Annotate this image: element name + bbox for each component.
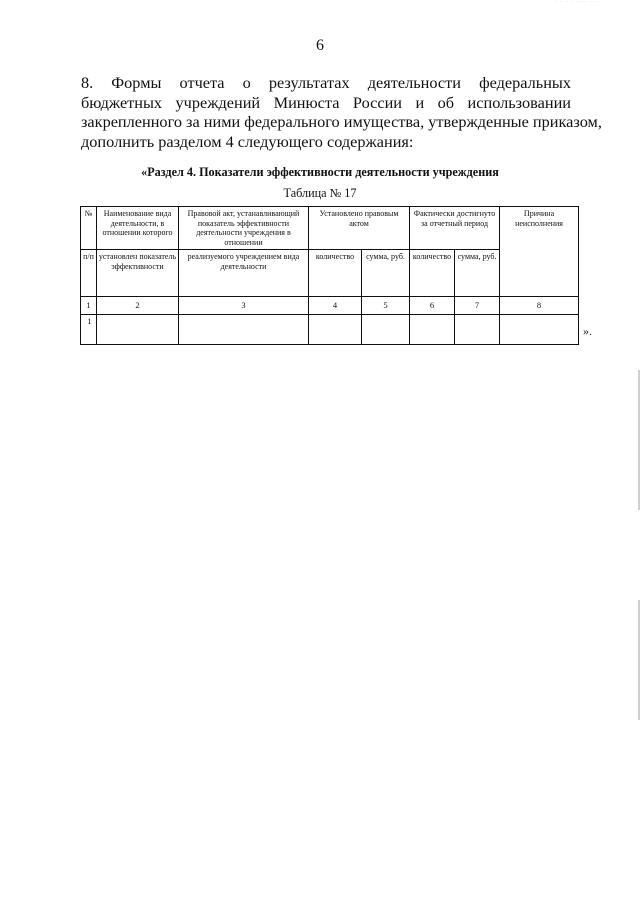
table-cell [500,315,579,345]
table-cell [362,315,410,345]
subheader-quantity-actual [410,250,455,297]
header-text: Фактически достигнуто за отчетный период [413,209,496,228]
column-number: 6 [410,297,455,315]
header-text: количество [315,252,355,261]
column-number: 5 [362,297,410,315]
header-cell-no-cont [81,250,97,297]
table-header-row [81,207,579,250]
table-cell [455,315,500,345]
body-paragraph [81,73,602,151]
header-cell-no [81,207,97,250]
subheader-quantity [309,250,362,297]
header-text: установлен показатель эффективности [98,252,177,271]
header-cell-act [179,207,309,250]
scan-artifact-marks: · · · ·· · ···· ·· · [549,0,600,5]
table-cell [410,315,455,345]
column-number-row [81,297,579,315]
header-text: количество [412,252,452,261]
header-cell-established [309,207,410,250]
header-text: Наименование вида деятельности, в отношении которого [102,209,173,237]
paragraph-line: дополнить разделом 4 следующего содержания: [81,131,414,151]
column-number: 7 [455,297,500,315]
column-number: 8 [500,297,579,315]
paragraph-line: бюджетных учреждений Минюста России и об использовании [81,92,571,112]
header-cell-name [97,207,179,250]
header-text: Правовой акт, устанавливающий показатель эффективности деятельности учреждения в отношении [187,209,300,247]
column-number: 2 [97,297,179,315]
header-cell-act-cont [179,250,309,297]
table-caption: Таблица № 17 [283,186,357,200]
column-number: 1 [81,297,97,315]
table-cell [309,315,362,345]
header-text: № [84,209,93,218]
header-text: Установлено правовым актом [319,209,399,228]
subheader-sum [362,250,410,297]
header-text: Причина неисполнения [515,209,563,228]
closing-quote: ». [583,324,592,338]
header-text: сумма, руб. [457,252,497,261]
page-number: 6 [316,37,324,54]
header-text: реализуемого учреждением вида деятельности [187,252,300,271]
table-row [81,315,579,345]
section-heading: «Раздел 4. Показатели эффективности деятельности учреждения [141,165,499,179]
header-text: п/п [83,252,94,261]
table-cell: 1 [81,315,97,345]
table-cell [97,315,179,345]
column-number: 4 [309,297,362,315]
header-text: сумма, руб. [366,252,405,261]
header-cell-name-cont [97,250,179,297]
subheader-sum-actual [455,250,500,297]
header-cell-actual [410,207,500,250]
header-cell-reason [500,207,579,297]
paragraph-line: 8. Формы отчета о результатах деятельности федеральных [81,73,571,92]
column-number: 3 [179,297,309,315]
report-table [80,206,579,345]
paragraph-line: закрепленного за ними федерального имущества, утвержденные приказом, [81,112,602,131]
table-cell [179,315,309,345]
